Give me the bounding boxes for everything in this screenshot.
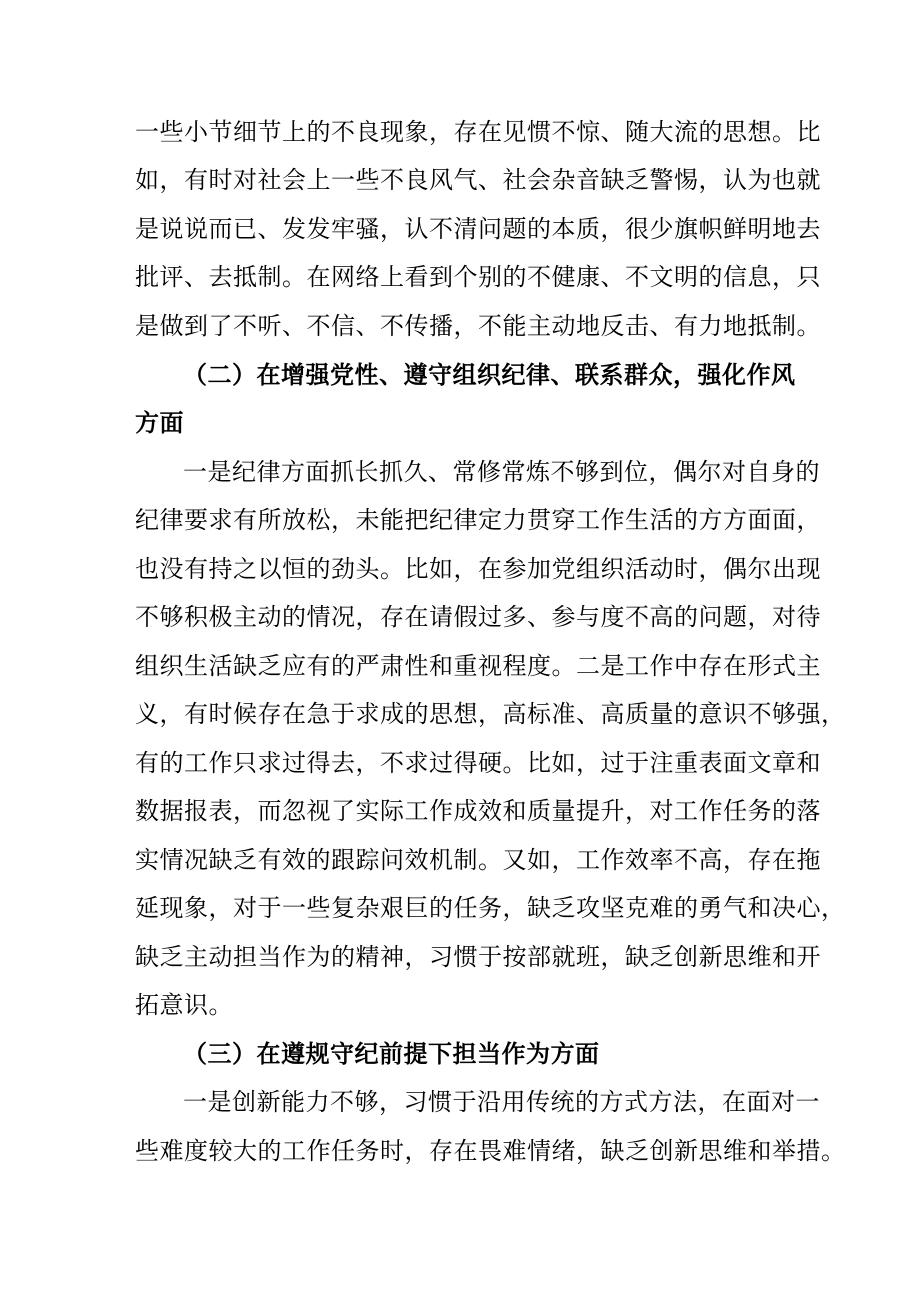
paragraph-line: 数据报表，而忽视了实际工作成效和质量提升，对工作任务的落 (135, 797, 821, 825)
paragraph-line: 些难度较大的工作任务时，存在畏难情绪，缺乏创新思维和举措。 (135, 1137, 846, 1165)
paragraph-line: 一是纪律方面抓长抓久、常修常炼不够到位，偶尔对自身的 (183, 458, 820, 486)
section-heading-2-continued: 方面 (135, 409, 184, 437)
paragraph-line: 是做到了不听、不信、不传播，不能主动地反击、有力地抵制。 (135, 312, 821, 340)
paragraph-line: 缺乏主动担当作为的精神，习惯于按部就班，缺乏创新思维和开 (135, 943, 821, 971)
paragraph-line: 是说说而已、发发牢骚，认不清问题的本质，很少旗帜鲜明地去 (135, 215, 821, 243)
paragraph-line: 义，有时候存在急于求成的思想，高标准、高质量的意识不够强， (135, 700, 846, 728)
paragraph-line: 也没有持之以恒的劲头。比如，在参加党组织活动时，偶尔出现 (135, 555, 821, 583)
paragraph-line: 一些小节细节上的不良现象，存在见惯不惊、随大流的思想。比 (135, 118, 821, 146)
paragraph-line: 纪律要求有所放松，未能把纪律定力贯穿工作生活的方方面面， (135, 506, 821, 534)
paragraph-line: 有的工作只求过得去，不求过得硬。比如，过于注重表面文章和 (135, 749, 821, 777)
paragraph-line: 延现象，对于一些复杂艰巨的任务，缺乏攻坚克难的勇气和决心， (135, 894, 846, 922)
paragraph-line: 组织生活缺乏应有的严肃性和重视程度。二是工作中存在形式主 (135, 652, 821, 680)
paragraph-line: 不够积极主动的情况，存在请假过多、参与度不高的问题，对待 (135, 603, 821, 631)
section-heading-2: （二）在增强党性、遵守组织纪律、联系群众，强化作风 (183, 361, 796, 389)
paragraph-line: 批评、去抵制。在网络上看到个别的不健康、不文明的信息，只 (135, 263, 821, 291)
paragraph-line: 实情况缺乏有效的跟踪问效机制。又如，工作效率不高，存在拖 (135, 846, 821, 874)
paragraph-line: 拓意识。 (135, 991, 233, 1019)
section-heading-3: （三）在遵规守纪前提下担当作为方面 (183, 1040, 600, 1068)
paragraph-line: 一是创新能力不够，习惯于沿用传统的方式方法，在面对一 (183, 1088, 820, 1116)
paragraph-line: 如，有时对社会上一些不良风气、社会杂音缺乏警惕，认为也就 (135, 166, 821, 194)
